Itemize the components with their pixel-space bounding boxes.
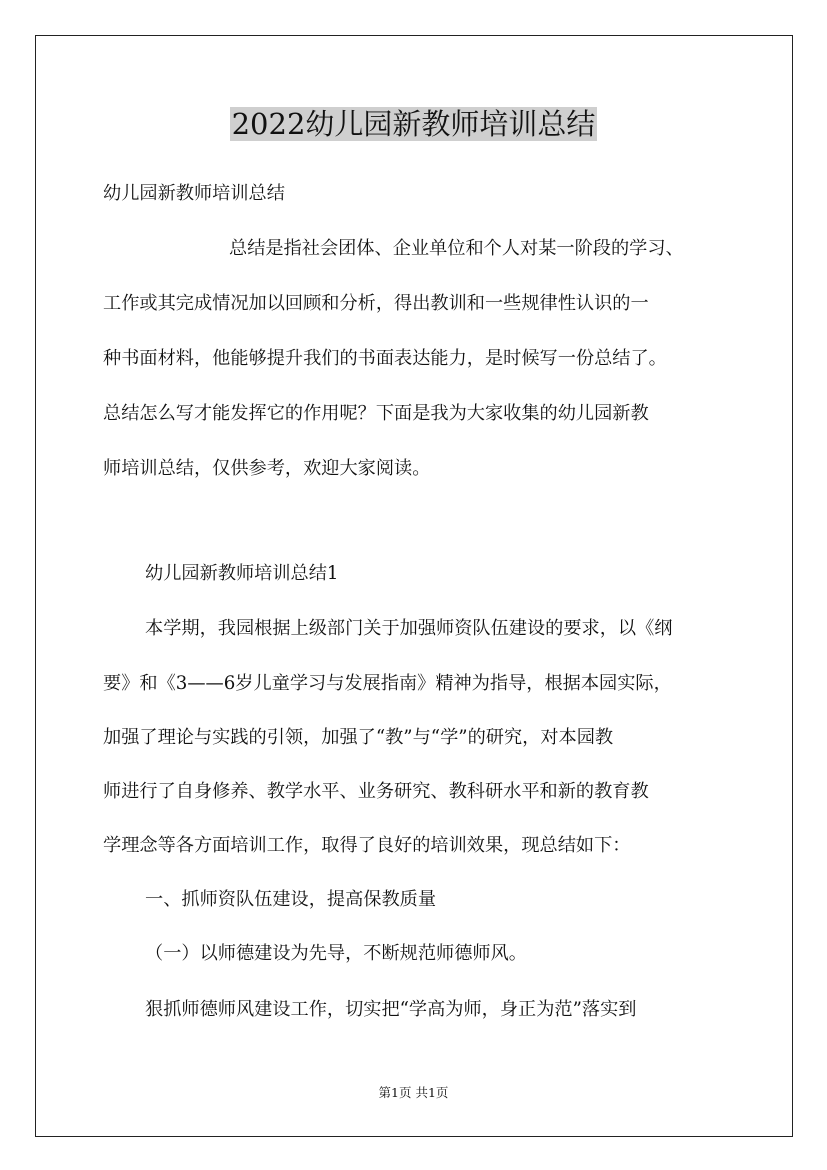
body-line-2: 要》和《3——6岁儿童学习与发展指南》精神为指导，根据本园实际， [103,673,672,694]
body-subheading-1: （一）以师德建设为先导，不断规范师德师风。 [145,943,527,964]
body-line-3: 加强了理论与实践的引领，加强了“教”与“学”的研究，对本园教 [103,727,614,748]
body-line-1: 本学期，我园根据上级部门关于加强师资队伍建设的要求，以《纲 [145,618,673,639]
body-heading-1: 一、抓师资队伍建设，提高保教质量 [145,889,437,910]
document-title: 2022幼儿园新教师培训总结 [231,107,596,141]
body-line-5: 学理念等各方面培训工作，取得了良好的培训效果，现总结如下： [103,835,631,856]
body-line-6: 狠抓师德师风建设工作，切实把“学高为师，身正为范”落实到 [145,999,637,1020]
document-subtitle: 幼儿园新教师培训总结 [103,183,285,204]
section-heading: 幼儿园新教师培训总结1 [145,563,339,584]
page-footer: 第1页 共1页 [378,1085,449,1100]
intro-line-5: 师培训总结，仅供参考，欢迎大家阅读。 [103,458,431,479]
body-line-4: 师进行了自身修养、教学水平、业务研究、教科研水平和新的教育教 [103,781,649,802]
intro-line-4: 总结怎么写才能发挥它的作用呢？下面是我为大家收集的幼儿园新教 [103,403,649,424]
intro-line-1: 总结是指社会团体、企业单位和个人对某一阶段的学习、 [229,238,684,259]
intro-line-2: 工作或其完成情况加以回顾和分析，得出教训和一些规律性认识的一 [103,293,649,314]
intro-line-3: 种书面材料，他能够提升我们的书面表达能力，是时候写一份总结了。 [103,348,667,369]
